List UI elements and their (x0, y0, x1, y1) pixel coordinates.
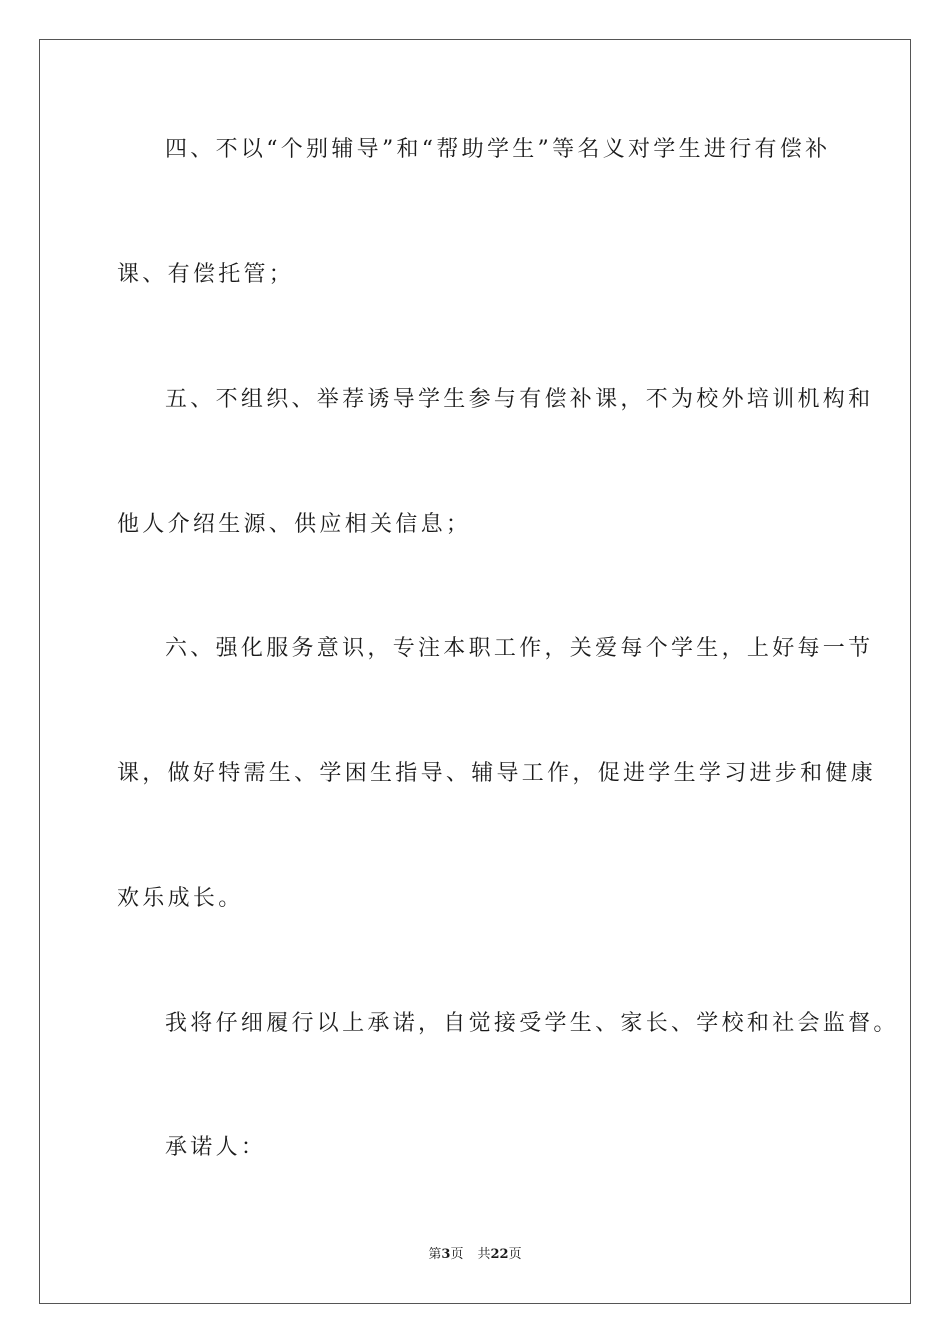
item-five-line-2: 他人介绍生源、供应相关信息； (117, 512, 472, 537)
item-four-line-1: 四、不以“个别辅导”和“帮助学生”等名义对学生进行有偿补 (165, 137, 831, 162)
commitment-statement: 我将仔细履行以上承诺，自觉接受学生、家长、学校和社会监督。 (165, 1011, 899, 1036)
footer-page-suffix: 页 (450, 1247, 464, 1262)
item-five-line-1: 五、不组织、举荐诱导学生参与有偿补课，不为校外培训机构和 (165, 387, 874, 412)
page-footer (0, 1246, 950, 1264)
footer-page-current: 3 (441, 1247, 451, 1262)
footer-page-total: 22 (490, 1247, 509, 1262)
item-six-line-1: 六、强化服务意识，专注本职工作，关爱每个学生，上好每一节 (165, 636, 874, 661)
footer-total-suffix: 页 (508, 1247, 522, 1262)
signer-label: 承诺人： (165, 1135, 267, 1160)
page-border (39, 39, 911, 1304)
footer-total-prefix: 共 (477, 1247, 491, 1262)
item-six-line-2: 课，做好特需生、学困生指导、辅导工作，促进学生学习进步和健康 (117, 761, 877, 786)
item-six-line-3: 欢乐成长。 (117, 886, 244, 911)
footer-page-prefix: 第 (428, 1247, 442, 1262)
item-four-line-2: 课、有偿托管； (117, 262, 295, 287)
